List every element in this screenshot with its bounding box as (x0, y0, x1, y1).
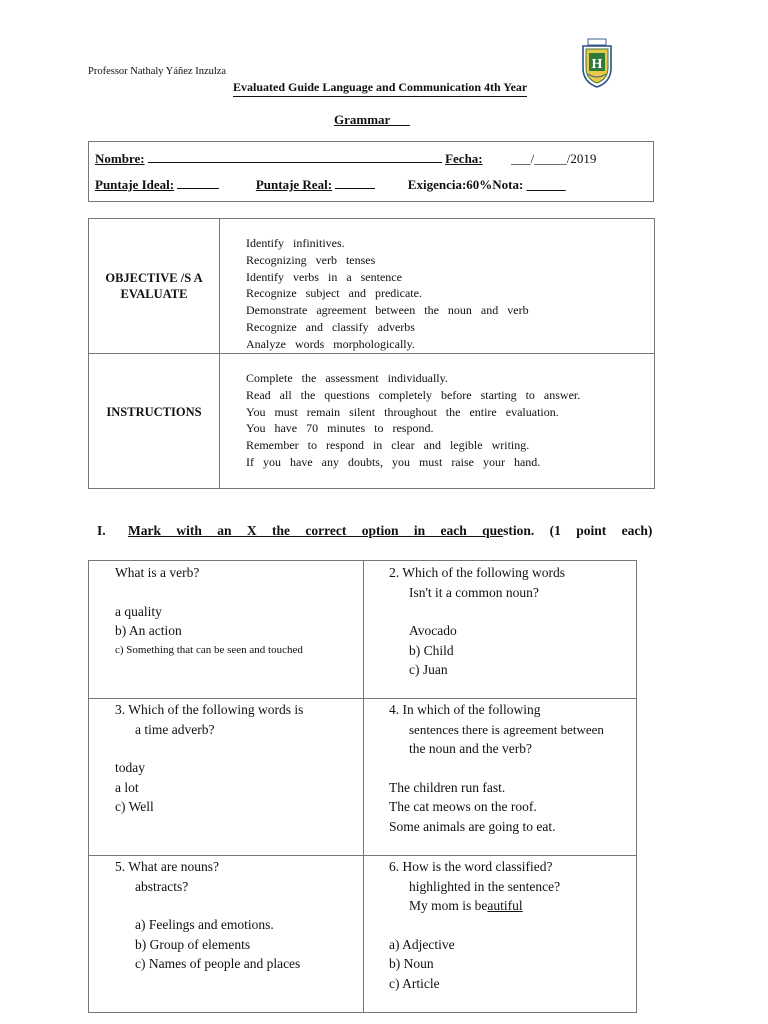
option[interactable]: c) Well (115, 799, 154, 815)
instructions-label: INSTRUCTIONS (106, 405, 202, 419)
instruction-item: You must remain silent throughout the entire evaluation. (246, 404, 559, 419)
question-3 (115, 700, 360, 817)
highlighted-word: autiful (487, 898, 523, 914)
option[interactable]: c) Juan (409, 662, 448, 678)
objective-item: Recognize subject and predicate. (246, 286, 422, 301)
option[interactable]: The cat meows on the roof. (389, 799, 537, 815)
option[interactable]: a) Adjective (389, 936, 455, 952)
option[interactable]: b) An action (115, 623, 182, 639)
sentence-text: My mom is be (409, 898, 488, 914)
option[interactable]: b) Child (409, 642, 454, 658)
question-text: 3. Which of the following words is (115, 702, 304, 717)
option[interactable]: c) Something that can be seen and touched (115, 643, 303, 656)
professor-name: Professor Nathaly Yáñez Inzulza (88, 66, 227, 77)
question-text: 4. In which of the following (389, 702, 541, 717)
instruction-item: Remember to respond in clear and legible writing. (246, 438, 530, 453)
instruction-item: Complete the assessment individually. (246, 371, 448, 385)
option[interactable]: today (115, 760, 145, 776)
option[interactable]: b) Noun (389, 956, 434, 972)
option[interactable]: b) Group of elements (135, 936, 251, 952)
puntaje-real-field[interactable] (335, 177, 375, 189)
student-info-box (88, 141, 654, 202)
option[interactable]: a lot (115, 779, 139, 795)
part-one-heading (97, 523, 767, 539)
option[interactable]: a) Feelings and emotions. (135, 917, 274, 933)
grid-divider (89, 698, 636, 699)
question-2 (389, 563, 634, 680)
question-text: What is a verb? (115, 565, 200, 580)
question-5 (115, 857, 360, 974)
question-text: Isn't it a common noun? (409, 584, 539, 600)
question-text: abstracts? (135, 878, 189, 894)
fecha-field[interactable]: ___/_____/2019 (511, 151, 597, 166)
svg-text:H: H (591, 57, 603, 72)
question-sentence (389, 896, 634, 916)
part-heading-rest: stion. (1 point each) (503, 523, 653, 538)
question-text: 6. How is the word classified? (389, 859, 553, 874)
table-divider (89, 353, 654, 354)
option[interactable]: a quality (115, 603, 162, 619)
objective-item: Recognize and classify adverbs (246, 319, 415, 334)
school-crest-icon (580, 38, 614, 88)
objectives-list (246, 235, 529, 353)
exigencia-nota-label: Exigencia:60%Nota: (407, 177, 524, 192)
question-6 (389, 857, 634, 994)
option[interactable]: The children run fast. (389, 779, 506, 795)
objectives-instructions-table (88, 218, 655, 489)
instructions-list (246, 370, 580, 471)
question-text: sentences there is agreement between (409, 721, 604, 737)
option[interactable]: c) Names of people and places (135, 956, 301, 972)
document-title: Evaluated Guide Language and Communication 4th Year (233, 80, 527, 97)
instruction-item: You have 70 minutes to respond. (246, 421, 434, 436)
question-text: the noun and the verb? (409, 741, 532, 757)
option[interactable]: c) Article (389, 975, 440, 991)
question-1 (115, 563, 360, 660)
section-title: Grammar___ (334, 112, 410, 127)
objectives-label: OBJECTIVE /S A EVALUATE (105, 271, 203, 301)
part-heading-underlined: Mark with an X the correct option in each que (128, 523, 504, 538)
option[interactable]: Some animals are going to eat. (389, 818, 556, 834)
option[interactable]: Avocado (409, 623, 457, 639)
fecha-label: Fecha: (445, 151, 483, 166)
nota-field[interactable]: ______ (526, 177, 566, 192)
question-text: 5. What are nouns? (115, 859, 219, 874)
question-text: highlighted in the sentence? (409, 878, 561, 894)
instruction-item: If you have any doubts, you must raise your hand. (246, 454, 541, 469)
objective-item: Recognizing verb tenses (246, 252, 376, 267)
objective-item: Demonstrate agreement between the noun and verb (246, 303, 529, 318)
question-4 (389, 700, 637, 837)
question-text: 2. Which of the following words (389, 565, 565, 580)
instruction-item: Read all the questions completely before starting to answer. (246, 387, 581, 402)
objective-item: Identify infinitives. (246, 236, 345, 250)
grid-divider (89, 855, 636, 856)
puntaje-ideal-field[interactable] (177, 177, 219, 189)
objective-item: Identify verbs in a sentence (246, 269, 402, 284)
part-number: I. (97, 523, 106, 538)
nombre-field[interactable] (148, 151, 442, 163)
puntaje-real-label: Puntaje Real: (255, 177, 333, 192)
question-text: a time adverb? (135, 721, 215, 737)
objective-item: Analyze words morphologically. (246, 336, 415, 351)
nombre-label: Nombre: (95, 151, 145, 166)
puntaje-ideal-label: Puntaje Ideal: (95, 177, 175, 192)
grid-divider (363, 561, 364, 1012)
questions-grid (88, 560, 637, 1013)
